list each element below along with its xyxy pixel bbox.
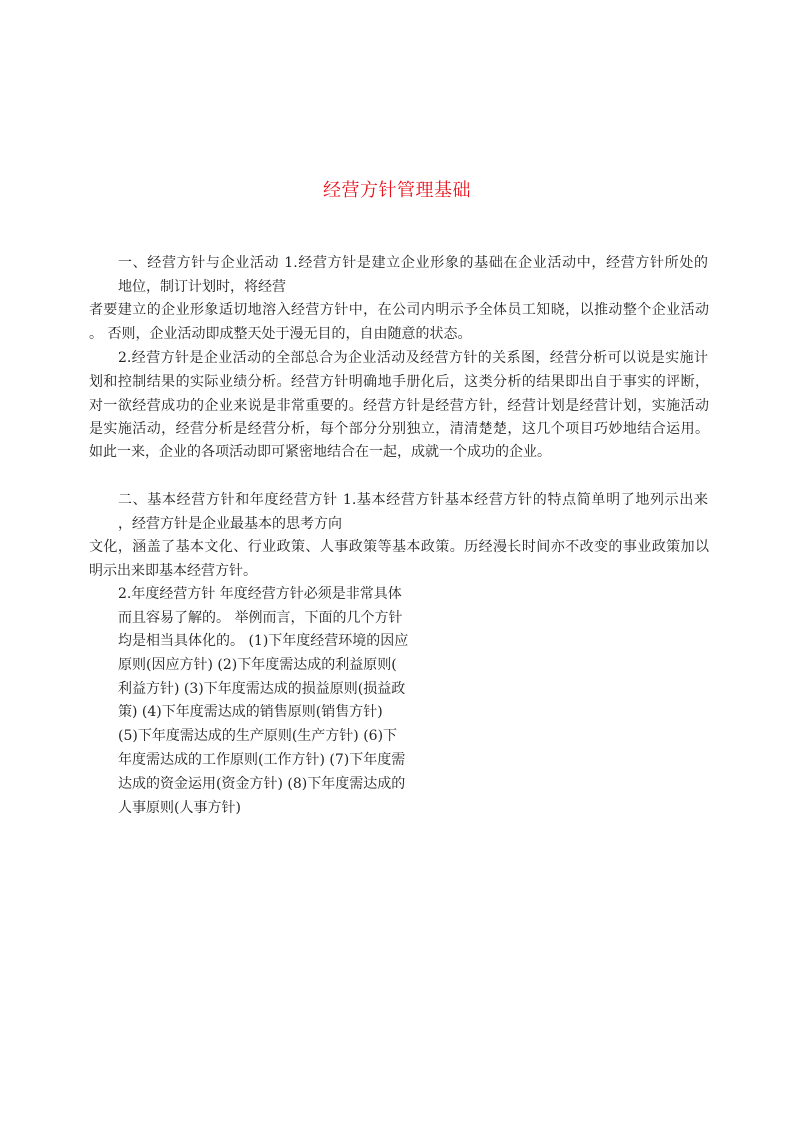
document-title: 经营方针管理基础: [323, 180, 471, 201]
paragraph-line: 对一欲经营成功的企业来说是非常重要的。经营方针是经营方针，经营计划是经营计划，实施活动: [89, 398, 709, 414]
paragraph-line: 划和控制结果的实际业绩分析。经营方针明确地手册化后，这类分析的结果即出自于事实的评断，: [89, 374, 709, 390]
paragraph-line: 2.经营方针是企业活动的全部总合为企业活动及经营方针的关系图，经营分析可以说是实施计: [118, 350, 708, 366]
list-line: 策) (4)下年度需达成的销售原则(销售方针): [118, 704, 383, 720]
list-line: 达成的资金运用(资金方针) (8)下年度需达成的: [118, 776, 406, 792]
paragraph-line: 明示出来即基本经营方针。: [89, 563, 257, 579]
paragraph-line: 地位，制订计划时，将经营: [118, 279, 286, 295]
list-line: 均是相当具体化的。 (1)下年度经营环境的因应: [118, 633, 409, 649]
list-line: 年度需达成的工作原则(工作方针) (7)下年度需: [118, 752, 406, 768]
list-line: 利益方针) (3)下年度需达成的损益原则(损益政: [118, 681, 406, 697]
paragraph-line: 者要建立的企业形象适切地溶入经营方针中，在公司内明示予全体员工知晓，以推动整个企业活动: [89, 302, 709, 318]
list-line: 而且容易了解的。 举例而言，下面的几个方针: [118, 610, 403, 626]
list-line: 2.年度经营方针 年度经营方针必须是非常具体: [118, 586, 402, 602]
paragraph-line: 是实施活动，经营分析是经营分析，每个部分分别独立，清清楚楚，这几个项目巧妙地结合运用。: [89, 421, 709, 437]
paragraph-line: 。 否则，企业活动即成整天处于漫无目的，自由随意的状态。: [89, 326, 472, 342]
paragraph-line: 如此一来，企业的各项活动即可紧密地结合在一起，成就一个成功的企业。: [89, 444, 551, 460]
list-line: 人事原则(人事方针): [118, 800, 241, 816]
paragraph-line: 文化，涵盖了基本文化、行业政策、人事政策等基本政策。历经漫长时间亦不改变的事业政策加以: [89, 539, 709, 555]
paragraph-line: ，经营方针是企业最基本的思考方向: [118, 516, 342, 532]
paragraph-line: 一、经营方针与企业活动 1.经营方针是建立企业形象的基础在企业活动中，经营方针所处的: [118, 255, 708, 271]
paragraph-line: 二、基本经营方针和年度经营方针 1.基本经营方针基本经营方针的特点简单明了地列示出来: [118, 492, 708, 508]
list-line: 原则(因应方针) (2)下年度需达成的利益原则(: [118, 657, 397, 673]
list-line: (5)下年度需达成的生产原则(生产方针) (6)下: [118, 728, 398, 744]
